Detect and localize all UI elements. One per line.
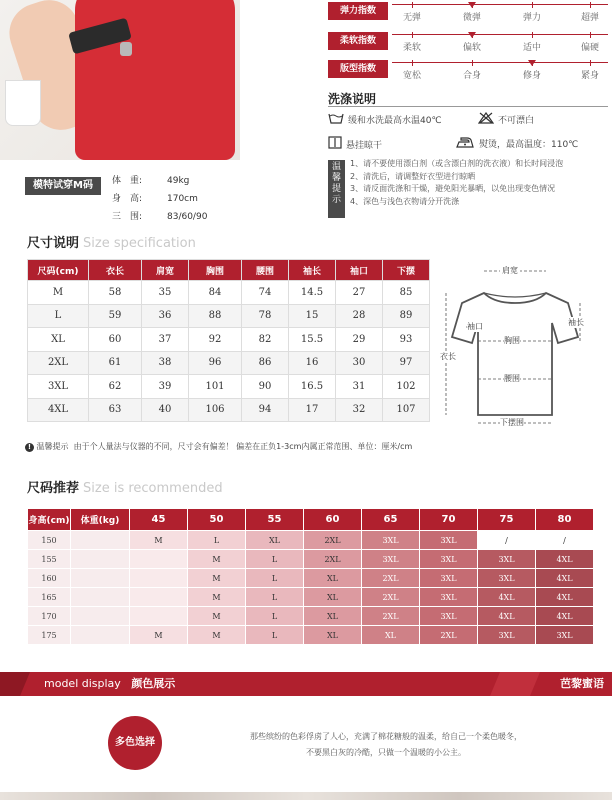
scale-option: 偏硬 — [580, 43, 599, 53]
divider — [328, 106, 608, 107]
size-cell: 58 — [89, 281, 142, 305]
recommend-row — [28, 588, 594, 607]
size-cell: 59 — [89, 304, 142, 328]
recommend-cell: 3XL — [536, 626, 594, 645]
warm-tip: 3、请反面洗涤和干燥，避免阳光暴晒，以免出现变色情况 — [350, 184, 556, 193]
model-info-key: 三 围: — [112, 212, 143, 222]
spacer-cell — [71, 569, 130, 588]
recommend-row — [28, 569, 594, 588]
scale-option: 紧身 — [580, 71, 599, 81]
model-info-row — [112, 172, 207, 190]
size-cell: 14.5 — [289, 281, 336, 305]
size-cell: 101 — [189, 375, 242, 399]
color-select-text — [176, 729, 596, 761]
size-table — [27, 259, 430, 422]
recommend-cell: 3XL — [420, 550, 478, 569]
scale-tick — [590, 60, 591, 66]
hang-dry-icon — [328, 136, 342, 152]
size-cell: 60 — [89, 328, 142, 352]
scale-option: 偏软 — [462, 43, 481, 53]
weight-header-cell: 70 — [420, 509, 478, 531]
model-photo — [0, 0, 240, 160]
size-table-row — [28, 304, 430, 328]
scale-option: 宽松 — [402, 71, 421, 81]
model-display-banner — [0, 672, 612, 696]
size-cell: 94 — [242, 398, 289, 422]
recommend-cell: 2XL — [304, 550, 362, 569]
warm-tip: 2、清洗后，请调整好衣型进行晾晒 — [350, 171, 476, 181]
size-cell: 88 — [189, 304, 242, 328]
warm-tips-label-text: 温馨提示 — [331, 162, 341, 205]
recommend-cell: 3XL — [420, 569, 478, 588]
size-cell: 30 — [336, 351, 383, 375]
size-cell: 40 — [142, 398, 189, 422]
property-label: 弹力指数 — [328, 2, 388, 20]
wash-item — [328, 112, 442, 127]
scale-option: 柔软 — [402, 43, 421, 53]
model-info-value: 49kg — [167, 176, 190, 186]
recommend-table — [27, 508, 594, 645]
property-scale — [328, 2, 608, 22]
size-cell: 35 — [142, 281, 189, 305]
notice-label: 温馨提示 — [36, 442, 69, 451]
color-text-line: 不要黑白灰的冷酷，只做一个温暖的小公主。 — [306, 748, 466, 757]
size-cell: 61 — [89, 351, 142, 375]
size-cell: L — [28, 304, 89, 328]
height-cell: 155 — [28, 550, 71, 569]
size-cell: 107 — [383, 398, 430, 422]
recommend-cell: XL — [304, 588, 362, 607]
recommend-header-height: 身高(cm) — [28, 509, 71, 531]
model-info-key: 身 高: — [112, 194, 143, 204]
recommend-header-weight: 体重(kg) — [71, 509, 130, 531]
size-header-cell: 肩宽 — [142, 260, 189, 281]
label-sleeve-length: 袖长 — [568, 318, 584, 327]
scale-option: 适中 — [522, 43, 541, 53]
wash-item — [455, 136, 578, 151]
model-info — [112, 172, 207, 226]
recommend-cell: 4XL — [478, 607, 536, 626]
weight-header-cell: 80 — [536, 509, 594, 531]
size-section-title — [27, 232, 196, 251]
scale-tick — [412, 32, 413, 38]
recommend-cell — [130, 607, 188, 626]
recommend-cell: XL — [304, 569, 362, 588]
size-cell: 31 — [336, 375, 383, 399]
warm-tips-label — [328, 160, 345, 218]
recommend-cell: 3XL — [362, 550, 420, 569]
spacer-cell — [71, 550, 130, 569]
recommend-cell: XL — [304, 607, 362, 626]
size-header-cell: 袖长 — [289, 260, 336, 281]
size-cell: 15 — [289, 304, 336, 328]
label-shoulder: 肩宽 — [502, 266, 518, 275]
recommend-cell: M — [188, 607, 246, 626]
spacer-cell — [71, 588, 130, 607]
recommend-cell: / — [536, 531, 594, 550]
weight-header-cell: 45 — [130, 509, 188, 531]
color-text-line: 那些缤纷的色彩俘虏了人心，充满了棉花糖般的温柔，给自己一个柔色暖冬， — [250, 732, 522, 741]
label-hem: 下摆围 — [500, 418, 524, 427]
scale-option: 弹力 — [522, 13, 541, 23]
wash-item-text: 悬挂晾干 — [346, 140, 383, 151]
recommend-cell — [130, 588, 188, 607]
size-header-cell: 腰围 — [242, 260, 289, 281]
size-cell: 86 — [242, 351, 289, 375]
cup-image — [5, 80, 41, 126]
recommend-cell: 2XL — [362, 569, 420, 588]
tshirt-outline — [440, 255, 605, 435]
recommend-cell: 3XL — [420, 607, 478, 626]
size-cell: 32 — [336, 398, 383, 422]
recommend-row — [28, 531, 594, 550]
size-title-en: Size specification — [83, 236, 196, 251]
warm-tip: 4、深色与浅色衣物请分开洗涤 — [350, 196, 460, 206]
size-cell: 78 — [242, 304, 289, 328]
spacer-cell — [71, 626, 130, 645]
recommend-cell: XL — [246, 531, 304, 550]
size-cell: M — [28, 281, 89, 305]
recommend-cell: 2XL — [362, 588, 420, 607]
size-header-cell: 尺码(cm) — [28, 260, 89, 281]
recommend-cell: L — [246, 569, 304, 588]
recommend-cell: 4XL — [536, 607, 594, 626]
label-length: 衣长 — [440, 352, 456, 361]
scale-tick — [472, 60, 473, 66]
wash-item — [478, 112, 534, 127]
scale-option: 微弹 — [462, 13, 481, 23]
scale-option: 无弹 — [402, 13, 421, 23]
recommend-cell: L — [246, 550, 304, 569]
recommend-cell: 2XL — [362, 607, 420, 626]
size-cell: XL — [28, 328, 89, 352]
scale-tick — [590, 32, 591, 38]
size-table-wrap — [27, 259, 430, 422]
wash-item-text: 不可漂白 — [498, 116, 535, 126]
size-cell: 84 — [189, 281, 242, 305]
recommend-cell: M — [188, 550, 246, 569]
height-cell: 170 — [28, 607, 71, 626]
recommend-cell: 3XL — [478, 550, 536, 569]
property-label: 柔软指数 — [328, 32, 388, 50]
size-table-row — [28, 398, 430, 422]
recommend-cell: XL — [304, 626, 362, 645]
recommend-cell: L — [246, 626, 304, 645]
recommend-row — [28, 550, 594, 569]
recommend-cell: 4XL — [536, 550, 594, 569]
size-cell: 90 — [242, 375, 289, 399]
property-scale — [328, 60, 608, 80]
recommend-cell: M — [188, 588, 246, 607]
recommend-cell: 2XL — [420, 626, 478, 645]
wash-item-text: 缓和水洗最高水温40℃ — [348, 116, 442, 126]
size-cell: 85 — [383, 281, 430, 305]
size-table-row — [28, 281, 430, 305]
scale-option: 超弹 — [580, 13, 599, 23]
scale-tick — [590, 2, 591, 8]
recommend-cell: / — [478, 531, 536, 550]
size-cell: 97 — [383, 351, 430, 375]
size-cell: 37 — [142, 328, 189, 352]
recommend-cell: L — [188, 531, 246, 550]
label-chest: 胸围 — [504, 336, 520, 345]
weight-header-cell: 50 — [188, 509, 246, 531]
size-notice — [25, 441, 412, 452]
scale-option: 修身 — [522, 71, 541, 81]
recommend-cell: 2XL — [304, 531, 362, 550]
wash-30-icon — [328, 112, 344, 127]
label-cuff: 袖口 — [467, 322, 483, 331]
size-cell: 106 — [189, 398, 242, 422]
scale-tick — [532, 32, 533, 38]
height-cell: 150 — [28, 531, 71, 550]
recommend-cell: 3XL — [478, 626, 536, 645]
iron-icon — [455, 136, 475, 151]
weight-header-cell: 75 — [478, 509, 536, 531]
recommend-cell: L — [246, 588, 304, 607]
size-cell: 102 — [383, 375, 430, 399]
height-cell: 165 — [28, 588, 71, 607]
recommend-cell: M — [188, 626, 246, 645]
recommend-title-cn: 尺码推荐 — [27, 481, 80, 496]
recommend-cell — [130, 550, 188, 569]
model-tag: 模特试穿M码 — [25, 177, 101, 195]
scale-line — [392, 34, 608, 35]
product-photo-strip — [0, 792, 612, 800]
brand-name: 芭黎蜜语 — [560, 677, 604, 690]
recommend-cell: 4XL — [536, 588, 594, 607]
recommend-cell — [130, 569, 188, 588]
size-cell: 96 — [189, 351, 242, 375]
recommend-table-wrap — [27, 508, 594, 645]
model-info-value: 170cm — [167, 194, 198, 204]
size-header-cell: 袖口 — [336, 260, 383, 281]
selected-marker-icon — [468, 32, 476, 38]
recommend-cell: 4XL — [478, 588, 536, 607]
size-cell: 16 — [289, 351, 336, 375]
recommend-cell: M — [188, 569, 246, 588]
recommend-cell: M — [130, 531, 188, 550]
notice-text: 由于个人量法与仪器的不同，尺寸会有偏差！ 偏差在正负1-3cm内属正常范围、单位：厘米/cm — [73, 442, 413, 451]
recommend-cell: XL — [362, 626, 420, 645]
size-cell: 39 — [142, 375, 189, 399]
weight-header-cell: 65 — [362, 509, 420, 531]
size-cell: 2XL — [28, 351, 89, 375]
banner-en: model display — [44, 677, 121, 690]
model-info-row — [112, 190, 207, 208]
size-table-header — [28, 260, 430, 281]
size-header-cell: 下摆 — [383, 260, 430, 281]
recommend-title-en: Size is recommended — [83, 481, 223, 496]
wash-item — [328, 136, 382, 152]
recommend-cell: 3XL — [420, 588, 478, 607]
warm-tip: 1、请不要使用漂白剂（或含漂白剂的洗衣液）和长时间浸泡 — [350, 159, 564, 168]
size-cell: 4XL — [28, 398, 89, 422]
size-cell: 92 — [189, 328, 242, 352]
property-label: 版型指数 — [328, 60, 388, 78]
size-title-cn: 尺寸说明 — [27, 236, 80, 251]
scale-tick — [412, 2, 413, 8]
scale-line — [392, 4, 608, 5]
recommend-cell: 3XL — [362, 531, 420, 550]
recommend-row — [28, 607, 594, 626]
size-cell: 93 — [383, 328, 430, 352]
size-cell: 3XL — [28, 375, 89, 399]
scale-tick — [412, 60, 413, 66]
model-info-value: 83/60/90 — [167, 212, 208, 222]
alert-icon: ! — [25, 443, 34, 452]
height-cell: 175 — [28, 626, 71, 645]
recommend-cell: 3XL — [420, 531, 478, 550]
size-table-row — [28, 351, 430, 375]
wash-title: 洗涤说明 — [328, 92, 377, 106]
size-cell: 38 — [142, 351, 189, 375]
model-info-row — [112, 208, 207, 226]
recommend-header — [28, 509, 594, 531]
size-table-row — [28, 375, 430, 399]
size-cell: 74 — [242, 281, 289, 305]
size-cell: 15.5 — [289, 328, 336, 352]
recommend-cell: 3XL — [478, 569, 536, 588]
size-cell: 29 — [336, 328, 383, 352]
watch-image — [120, 42, 132, 56]
size-cell: 82 — [242, 328, 289, 352]
height-cell: 160 — [28, 569, 71, 588]
recommend-cell: L — [246, 607, 304, 626]
banner-cn: 颜色展示 — [131, 677, 176, 690]
size-cell: 27 — [336, 281, 383, 305]
recommend-cell: M — [130, 626, 188, 645]
size-header-cell: 衣长 — [89, 260, 142, 281]
spacer-cell — [71, 607, 130, 626]
scale-option: 合身 — [462, 71, 481, 81]
model-info-key: 体 重: — [112, 176, 143, 186]
selected-marker-icon — [528, 60, 536, 66]
size-cell: 89 — [383, 304, 430, 328]
label-waist: 腰围 — [504, 374, 520, 383]
size-header-cell: 胸围 — [189, 260, 242, 281]
color-select-badge: 多色选择 — [108, 716, 162, 770]
recommend-row — [28, 626, 594, 645]
recommend-section-title — [27, 477, 223, 496]
size-cell: 17 — [289, 398, 336, 422]
weight-header-cell: 60 — [304, 509, 362, 531]
size-cell: 63 — [89, 398, 142, 422]
scale-tick — [532, 2, 533, 8]
tshirt-diagram — [440, 255, 605, 435]
warm-tips-list — [350, 158, 563, 208]
spacer-cell — [71, 531, 130, 550]
banner-text — [44, 672, 175, 696]
no-bleach-icon — [478, 112, 494, 127]
size-cell: 16.5 — [289, 375, 336, 399]
recommend-cell: 4XL — [536, 569, 594, 588]
wash-item-text: 熨烫，最高温度：110℃ — [479, 140, 579, 150]
size-table-row — [28, 328, 430, 352]
size-cell: 28 — [336, 304, 383, 328]
selected-marker-icon — [468, 2, 476, 8]
size-cell: 62 — [89, 375, 142, 399]
property-scale — [328, 32, 608, 52]
weight-header-cell: 55 — [246, 509, 304, 531]
size-cell: 36 — [142, 304, 189, 328]
scale-line — [392, 62, 608, 63]
